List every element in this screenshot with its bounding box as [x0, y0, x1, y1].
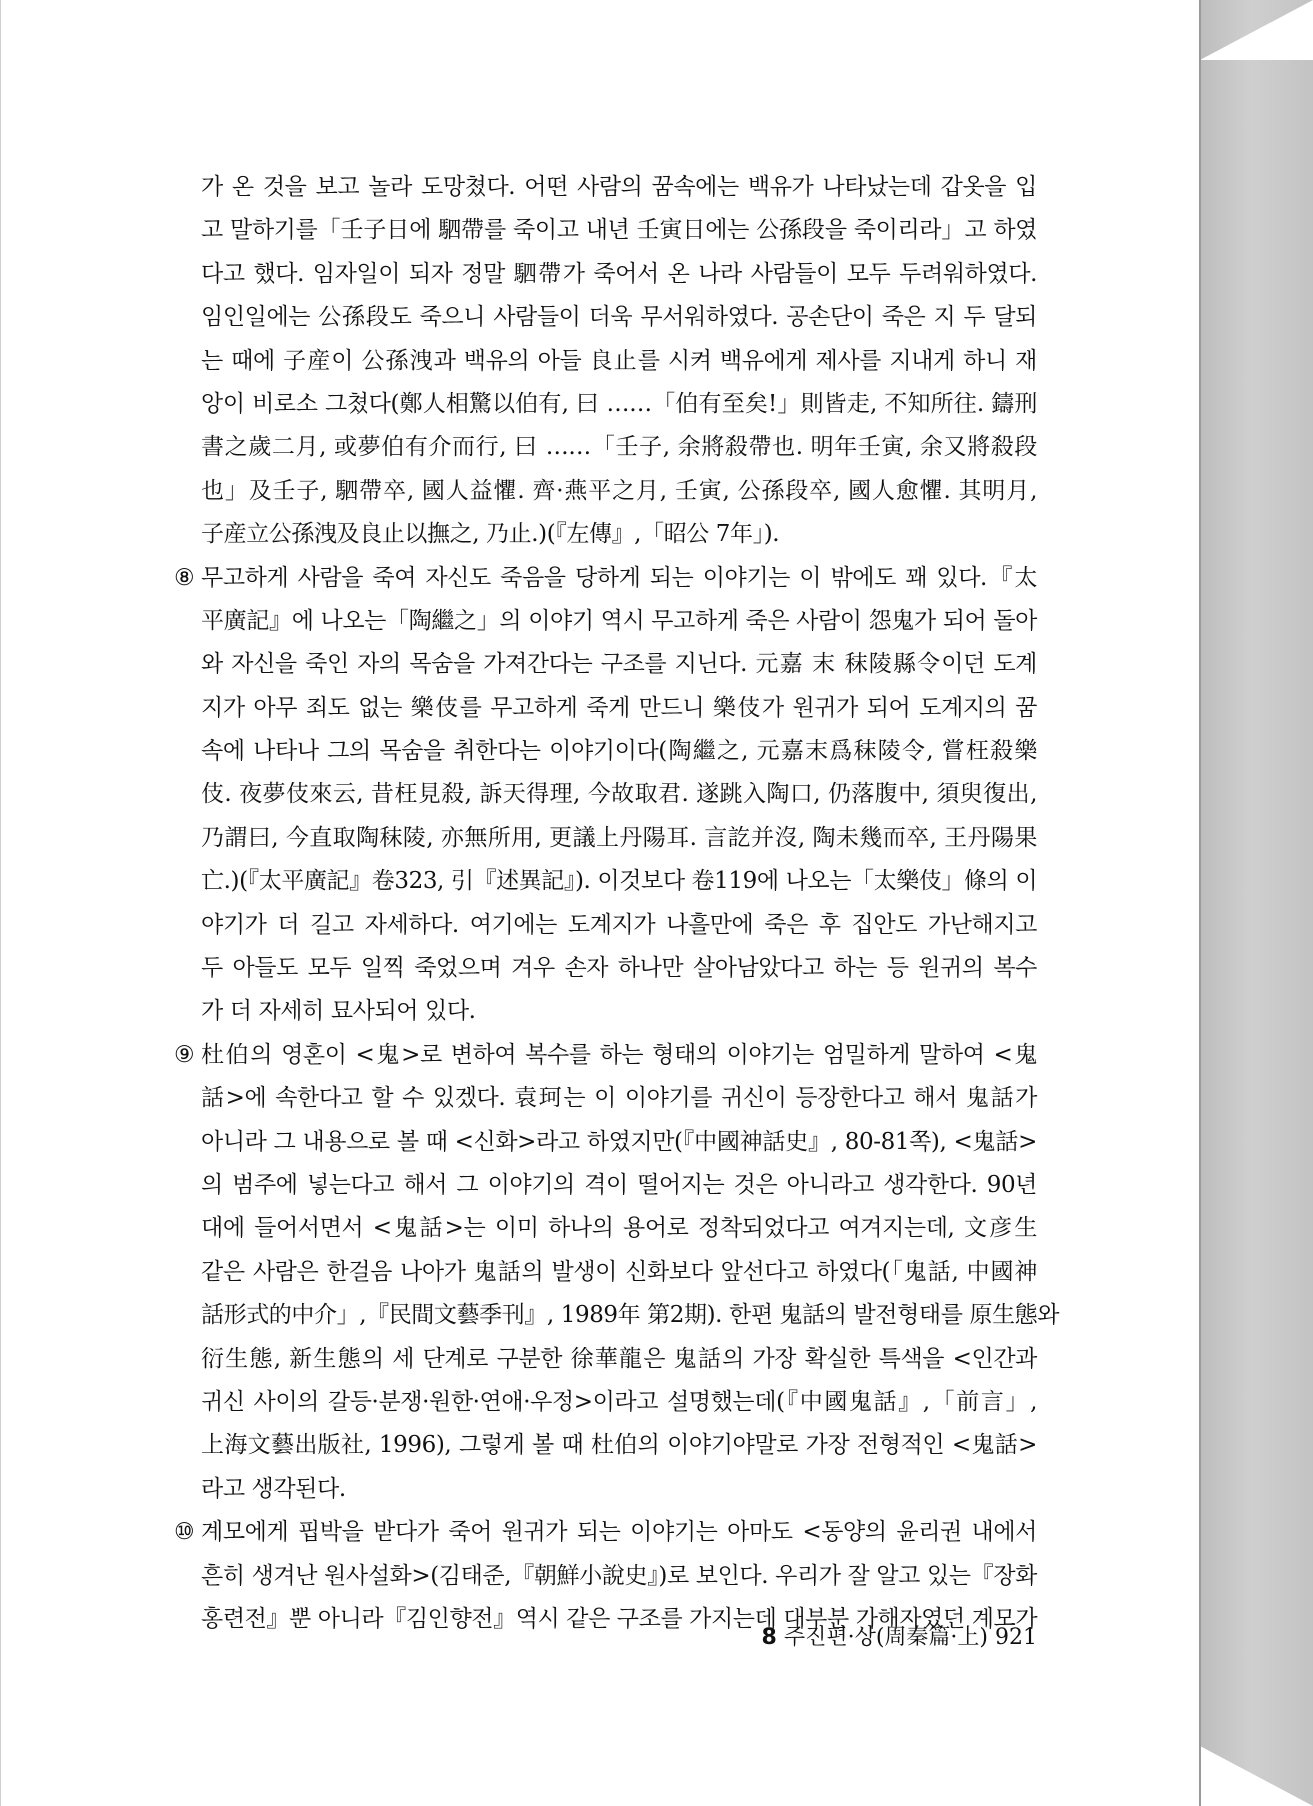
- text-line: 아니라 그 내용으로 볼 때 <신화>라고 하였지만(『中國神話史』, 80-81쪽), <鬼話>: [201, 1128, 1037, 1155]
- text-line: 야기가 더 길고 자세하다. 여기에는 도계지가 나흘만에 죽은 후 집안도 가난해지고: [201, 911, 1037, 938]
- note-8: [174, 557, 1038, 1034]
- text-line: 같은 사람은 한걸음 나아가 鬼話의 발생이 신화보다 앞선다고 하였다(「鬼話, 中國神: [201, 1258, 1037, 1285]
- note-marker: ⑧: [174, 564, 195, 591]
- text-line: 子産立公孫洩及良止以撫之, 乃止.)(『左傳』,「昭公 7年」).: [201, 521, 780, 548]
- text-line: 杜伯의 영혼이 <鬼>로 변하여 복수를 하는 형태의 이야기는 엄밀하게 말하여 <鬼: [201, 1041, 1037, 1068]
- note-9: [174, 1034, 1060, 1511]
- text-line: 홍련전』뿐 아니라『김인향전』역시 같은 구조를 가지는데 대부분 가해자였던 계모가: [201, 1605, 1038, 1632]
- body-text: [174, 166, 1060, 1641]
- text-line: 乃謂曰, 今直取陶秣陵, 亦無所用, 更議上丹陽耳. 言訖并沒, 陶未幾而卒, 王丹陽果: [201, 824, 1037, 851]
- text-line: 지가 아무 죄도 없는 樂伎를 무고하게 죽게 만드니 樂伎가 원귀가 되어 도계지의 꿈: [201, 694, 1037, 721]
- text-line: 속에 나타나 그의 목숨을 취한다는 이야기이다(陶繼之, 元嘉末爲秣陵令, 嘗枉殺樂: [201, 738, 1037, 765]
- chapter-number: 8: [761, 1625, 777, 1650]
- page-footer: [561, 1623, 1037, 1653]
- note-marker: ⑨: [174, 1041, 195, 1068]
- text-line: 대에 들어서면서 <鬼話>는 이미 하나의 용어로 정착되었다고 여겨지는데, 文彦生: [201, 1215, 1037, 1242]
- text-line: 임인일에는 公孫段도 죽으니 사람들이 더욱 무서워하였다. 공손단이 죽은 지 두 달되: [201, 304, 1037, 331]
- book-spine-line: [1199, 0, 1201, 1806]
- text-line: 平廣記』에 나오는「陶繼之」의 이야기 역시 무고하게 죽은 사람이 怨鬼가 되어 돌아: [201, 607, 1037, 634]
- text-line: 衍生態, 新生態의 세 단계로 구분한 徐華龍은 鬼話의 가장 확실한 특색을 <인간과: [201, 1345, 1037, 1372]
- text-line: 亡.)(『太平廣記』卷323, 引『述異記』). 이것보다 卷119에 나오는「太樂伎」條의 이: [201, 868, 1038, 895]
- text-line: 흔히 생겨난 원사설화>(김태준,『朝鮮小說史』)로 보인다. 우리가 잘 알고 있는『장화: [201, 1562, 1037, 1589]
- text-line: 고 말하기를「壬子日에 駟帶를 죽이고 내년 壬寅日에는 公孫段을 죽이리라」고 하였: [201, 217, 1037, 244]
- chapter-title: 주진편·상(周秦篇·上): [783, 1625, 988, 1650]
- text-line: 다고 했다. 임자일이 되자 정말 駟帶가 죽어서 온 나라 사람들이 모두 두려워하였다.: [201, 260, 1037, 287]
- note-10: [174, 1511, 1038, 1641]
- text-line: 와 자신을 죽인 자의 목숨을 가져간다는 구조를 지닌다. 元嘉 末 秣陵縣令이던 도계: [201, 651, 1037, 678]
- text-line: 가 온 것을 보고 놀라 도망쳤다. 어떤 사람의 꿈속에는 백유가 나타났는데 갑옷을 입: [201, 174, 1037, 200]
- page-number: 921: [995, 1625, 1037, 1650]
- text-line: 話>에 속한다고 할 수 있겠다. 袁珂는 이 이야기를 귀신이 등장한다고 해서 鬼話가: [201, 1085, 1037, 1112]
- text-line: 앙이 비로소 그쳤다(鄭人相驚以伯有, 曰 ……「伯有至矣!」則皆走, 不知所往. 鑄刑: [201, 390, 1037, 417]
- text-line: 두 아들도 모두 일찍 죽었으며 겨우 손자 하나만 살아남았다고 하는 등 원귀의 복수: [201, 955, 1037, 982]
- text-line: 라고 생각된다.: [201, 1475, 346, 1502]
- text-line: 伎. 夜夢伎來云, 昔枉見殺, 訴天得理, 今故取君. 遂跳入陶口, 仍落腹中, 須臾復出,: [201, 781, 1037, 808]
- book-page-edge: [1200, 0, 1313, 1806]
- intro-paragraph: [201, 166, 1037, 557]
- text-line: 계모에게 핍박을 받다가 죽어 원귀가 되는 이야기는 아마도 <동양의 윤리권 내에서: [201, 1519, 1037, 1546]
- text-line: 上海文藝出版社, 1996), 그렇게 볼 때 杜伯의 이야기야말로 가장 전형적인 <鬼話>: [201, 1432, 1037, 1459]
- note-marker: ⑩: [174, 1519, 195, 1546]
- text-line: 話形式的中介」,『民間文藝季刊』, 1989年 第2期). 한편 鬼話의 발전형태를 原生態와: [201, 1302, 1060, 1329]
- text-line: 귀신 사이의 갈등·분쟁·원한·연애·우정>이라고 설명했는데(『中國鬼話』,「前言」,: [201, 1388, 1037, 1415]
- text-line: 也」及壬子, 駟帶卒, 國人益懼. 齊·燕平之月, 壬寅, 公孫段卒, 國人愈懼. 其明月,: [201, 477, 1037, 504]
- text-line: 무고하게 사람을 죽여 자신도 죽음을 당하게 되는 이야기는 이 밖에도 꽤 있다.『太: [201, 564, 1037, 591]
- text-line: 는 때에 子産이 公孫洩과 백유의 아들 良止를 시켜 백유에게 제사를 지내게 하니 재: [201, 347, 1037, 374]
- text-line: 書之歲二月, 或夢伯有介而行, 曰 ……「壬子, 余將殺帶也. 明年壬寅, 余又將殺段: [201, 434, 1037, 461]
- text-line: 의 범주에 넣는다고 해서 그 이야기의 격이 떨어지는 것은 아니라고 생각한다. 90년: [201, 1171, 1037, 1198]
- text-line: 가 더 자세히 묘사되어 있다.: [201, 998, 476, 1025]
